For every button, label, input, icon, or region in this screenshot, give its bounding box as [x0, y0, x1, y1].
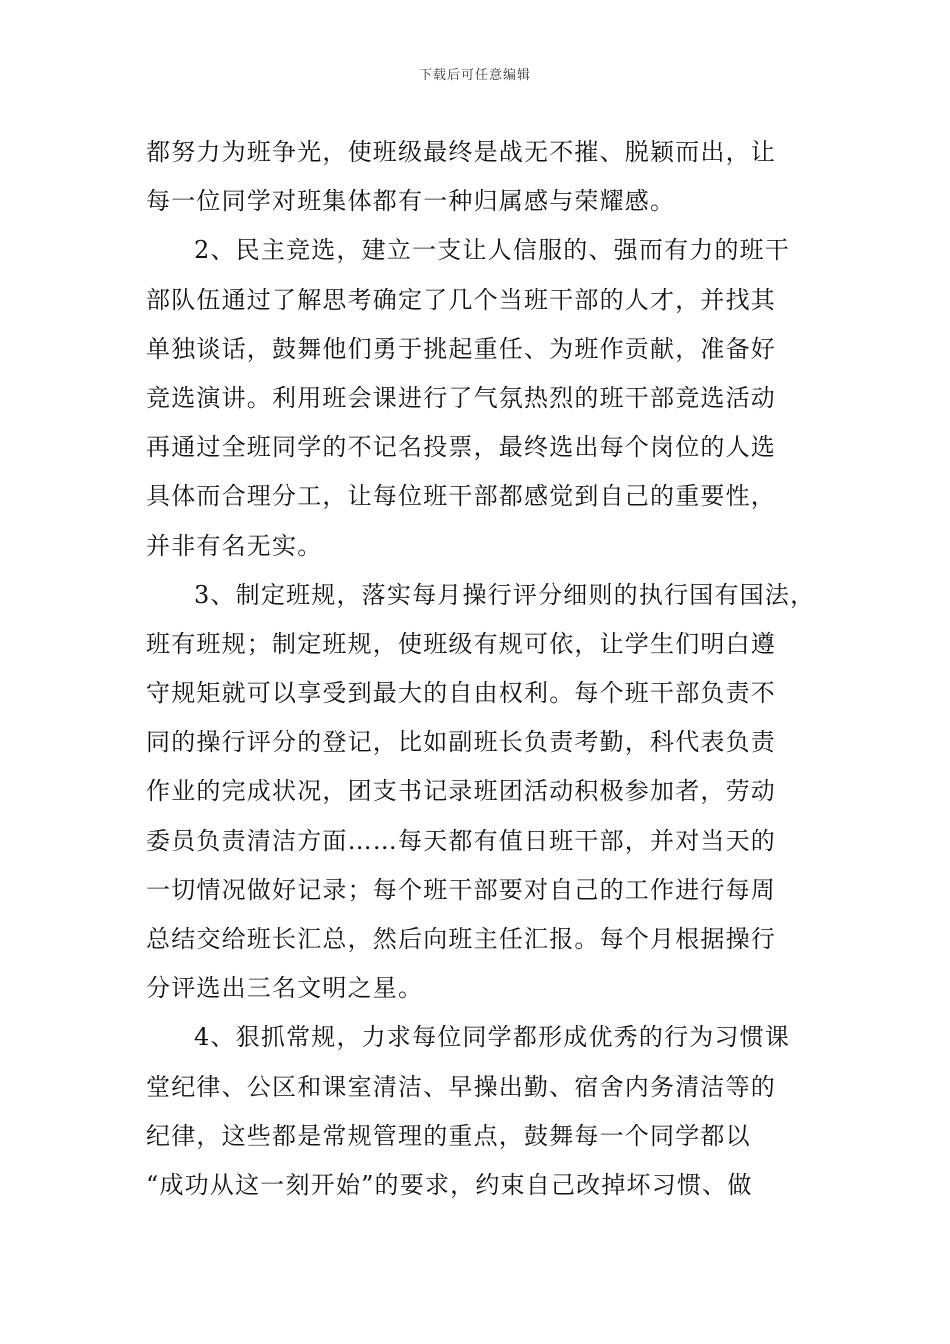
text-line: 同的操行评分的登记，比如副班长负责考勤，科代表负责 — [146, 728, 776, 757]
text-line: 具体而合理分工，让每位班干部都感觉到自己的重要性， — [146, 482, 776, 511]
text-line: 纪律，这些都是常规管理的重点，鼓舞每一个同学都以 — [146, 1121, 751, 1150]
page-header: 下载后可任意编辑 — [418, 68, 531, 83]
text-line: 班有班规；制定班规，使班级有规可依，让学生们明白遵 — [146, 629, 776, 658]
text-line: 委员负责清洁方面……每天都有值日班干部，并对当天的 — [146, 826, 776, 855]
text-line: 3、制定班规，落实每月操行评分细则的执行国有国法， — [194, 580, 816, 609]
text-line: 作业的完成状况，团支书记录班团活动积极参加者，劳动 — [146, 777, 776, 806]
text-line: “成功从这一刻开始”的要求，约束自己改掉坏习惯、做 — [146, 1170, 753, 1199]
text-line: 单独谈话，鼓舞他们勇于挑起重任、为班作贡献，准备好 — [146, 334, 776, 363]
text-line: 都努力为班争光，使班级最终是战无不摧、脱颖而出，让 — [146, 138, 776, 166]
text-line: 部队伍通过了解思考确定了几个当班干部的人才，并找其 — [146, 285, 776, 314]
text-line: 守规矩就可以享受到最大的自由权利。每个班干部负责不 — [146, 679, 776, 708]
text-line: 分评选出三名文明之星。 — [146, 974, 424, 1003]
text-line: 4、狠抓常规，力求每位同学都形成优秀的行为习惯课 — [194, 1023, 791, 1052]
text-line: 堂纪律、公区和课室清洁、早操出勤、宿舍内务清洁等的 — [146, 1072, 776, 1101]
text-line: 竞选演讲。利用班会课进行了气氛热烈的班干部竞选活动 — [146, 383, 776, 412]
text-line: 2、民主竞选，建立一支让人信服的、强而有力的班干 — [194, 236, 791, 265]
document-body — [146, 128, 816, 1210]
text-line: 总结交给班长汇总，然后向班主任汇报。每个月根据操行 — [146, 925, 776, 953]
text-line: 一切情况做好记录；每个班干部要对自己的工作进行每周 — [146, 875, 776, 904]
text-line: 每一位同学对班集体都有一种归属感与荣耀感。 — [146, 187, 676, 216]
text-line: 并非有名无实。 — [146, 531, 323, 560]
text-line: 再通过全班同学的不记名投票，最终选出每个岗位的人选 — [146, 433, 776, 462]
